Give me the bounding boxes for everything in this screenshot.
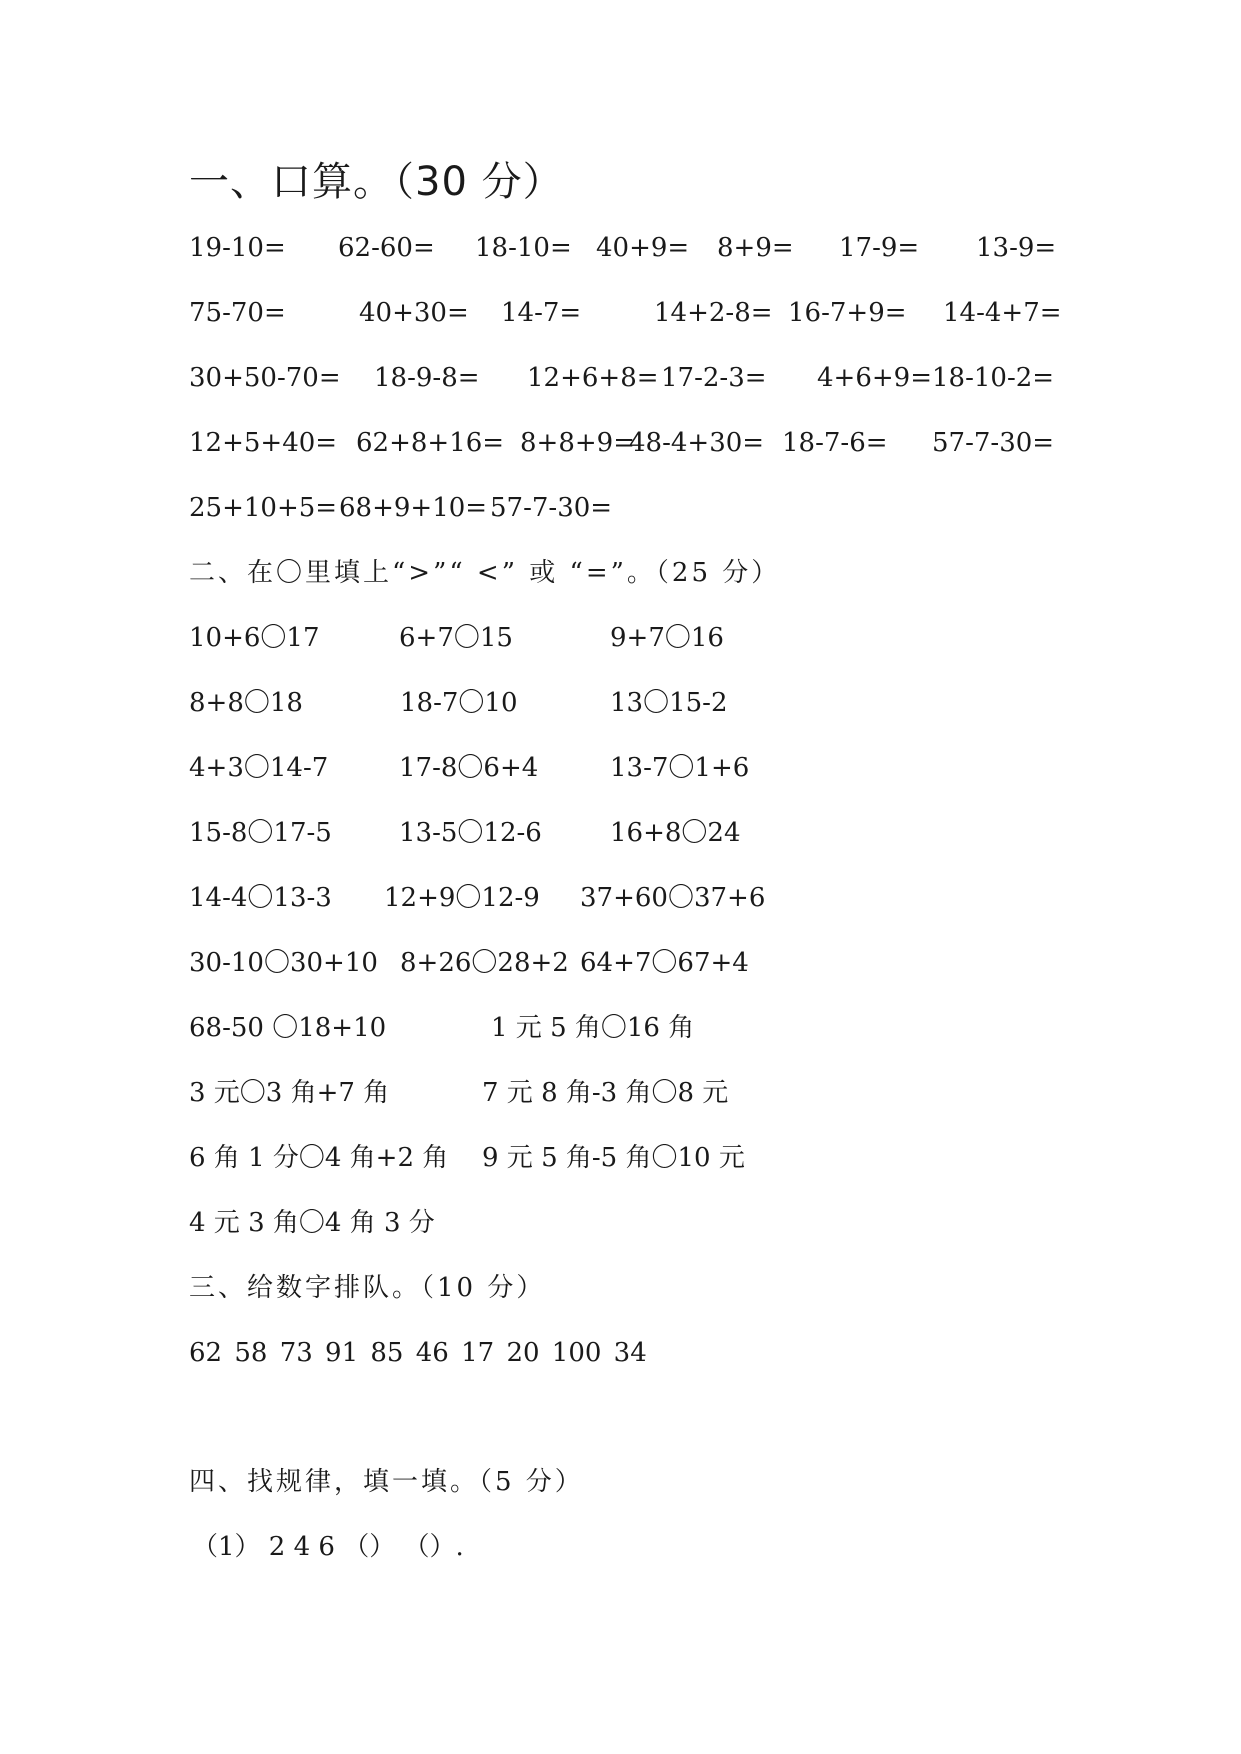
compare-cell: 30-10〇30+10	[189, 948, 378, 978]
compare-cell: 16+8〇24	[610, 818, 741, 848]
section-2-title: 二、在〇里填上“>”“ <” 或 “=”。（25 分）	[189, 558, 781, 588]
problem-cell: 30+50-70=	[189, 363, 341, 393]
section-1-row-5	[189, 488, 1089, 528]
problem-cell: 13-9=	[976, 233, 1057, 263]
section-1-row-1	[189, 228, 1089, 268]
problem-cell: 14+2-8=	[654, 298, 773, 328]
compare-cell: 13-5〇12-6	[399, 818, 542, 848]
compare-cell: 14-4〇13-3	[189, 883, 332, 913]
problem-cell: 8+9=	[717, 233, 794, 263]
section-2-row-6	[189, 943, 1089, 983]
compare-cell: 1 元 5 角〇16 角	[491, 1013, 695, 1043]
problem-cell: 14-7=	[501, 298, 582, 328]
compare-cell: 13〇15-2	[610, 688, 728, 718]
problem-cell: 17-9=	[839, 233, 920, 263]
section-2-row-7	[189, 1008, 1089, 1048]
compare-cell: 6+7〇15	[399, 623, 513, 653]
problem-cell: 68+9+10=	[339, 493, 488, 523]
problem-cell: 19-10=	[189, 233, 286, 263]
compare-cell: 3 元〇3 角+7 角	[189, 1078, 390, 1108]
section-2-row-9	[189, 1138, 1089, 1178]
problem-cell: 12+6+8=	[527, 363, 659, 393]
compare-cell: 64+7〇67+4	[580, 948, 749, 978]
problem-cell: 18-9-8=	[374, 363, 480, 393]
compare-cell: 18-7〇10	[400, 688, 518, 718]
section-3-title: 三、给数字排队。（10 分）	[189, 1273, 546, 1303]
section-1-row-2	[189, 293, 1089, 333]
problem-cell: 18-10-2=	[932, 363, 1055, 393]
problem-cell: 8+8+9=	[520, 428, 635, 458]
compare-cell: 6 角 1 分〇4 角+2 角	[189, 1143, 449, 1173]
problem-cell: 14-4+7=	[943, 298, 1062, 328]
problem-cell: 48-4+30=	[629, 428, 765, 458]
compare-cell: 12+9〇12-9	[384, 883, 540, 913]
pattern-item-1: （1） 2 4 6 （） （）.	[192, 1532, 464, 1562]
section-2-row-4	[189, 813, 1089, 853]
compare-cell: 4+3〇14-7	[189, 753, 329, 783]
compare-cell: 68-50 〇18+10	[189, 1013, 387, 1043]
section-2-row-8	[189, 1073, 1089, 1113]
compare-cell: 8+26〇28+2	[400, 948, 569, 978]
problem-cell: 40+9=	[596, 233, 690, 263]
problem-cell: 57-7-30=	[490, 493, 613, 523]
number-sequence: 62 58 73 91 85 46 17 20 100 34	[189, 1338, 647, 1368]
compare-cell: 15-8〇17-5	[189, 818, 332, 848]
compare-cell: 9 元 5 角-5 角〇10 元	[482, 1143, 745, 1173]
section-2-row-1	[189, 618, 1089, 658]
section-1-row-4	[189, 423, 1089, 463]
problem-cell: 18-7-6=	[782, 428, 888, 458]
problem-cell: 25+10+5=	[189, 493, 338, 523]
section-2-row-5	[189, 878, 1089, 918]
problem-cell: 17-2-3=	[661, 363, 767, 393]
problem-cell: 75-70=	[189, 298, 286, 328]
compare-cell: 37+60〇37+6	[580, 883, 766, 913]
compare-cell: 7 元 8 角-3 角〇8 元	[482, 1078, 729, 1108]
compare-cell: 17-8〇6+4	[399, 753, 539, 783]
compare-cell: 8+8〇18	[189, 688, 303, 718]
section-2-row-2	[189, 683, 1089, 723]
section-1-row-3	[189, 358, 1089, 398]
compare-cell: 10+6〇17	[189, 623, 320, 653]
compare-cell: 13-7〇1+6	[610, 753, 750, 783]
section-1-title: 一、口算。（30 分）	[189, 159, 564, 205]
compare-cell: 9+7〇16	[610, 623, 724, 653]
problem-cell: 40+30=	[359, 298, 469, 328]
problem-cell: 4+6+9=	[817, 363, 932, 393]
problem-cell: 12+5+40=	[189, 428, 338, 458]
problem-cell: 62+8+16=	[356, 428, 505, 458]
compare-cell: 4 元 3 角〇4 角 3 分	[189, 1208, 435, 1238]
problem-cell: 57-7-30=	[932, 428, 1055, 458]
problem-cell: 16-7+9=	[788, 298, 907, 328]
section-2-row-10	[189, 1203, 1089, 1243]
problem-cell: 62-60=	[338, 233, 435, 263]
section-4-title: 四、找规律，填一填。（5 分）	[189, 1467, 584, 1497]
section-2-row-3	[189, 748, 1089, 788]
problem-cell: 18-10=	[475, 233, 572, 263]
